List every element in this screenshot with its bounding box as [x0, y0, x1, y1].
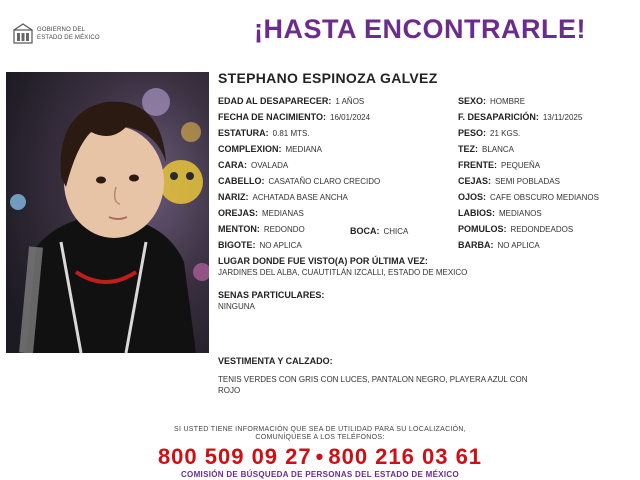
field-peso [458, 128, 520, 139]
person-name: STEPHANO ESPINOZA GALVEZ [218, 70, 438, 86]
field-cara [218, 160, 288, 171]
field-value: NO APLICA [497, 241, 540, 250]
gov-line-1: GOBIERNO DEL [37, 27, 86, 33]
field-value: MEDIANOS [499, 209, 542, 218]
field-label: MENTON: [218, 224, 260, 234]
field-nariz [218, 192, 348, 203]
last-seen-label: LUGAR DONDE FUE VISTO(A) POR ÚLTIMA VEZ: [218, 256, 428, 266]
field-value: REDONDEADOS [510, 225, 574, 234]
field-tez [458, 144, 514, 155]
field-label: F. DESAPARICIÓN: [458, 112, 539, 122]
field-value: MEDIANA [285, 145, 322, 154]
poster-headline: ¡HASTA ENCONTRARLE! [254, 14, 586, 44]
field-labios [458, 208, 542, 219]
field-label: BIGOTE: [218, 240, 256, 250]
field-estatura [218, 128, 310, 139]
field-value: BLANCA [482, 145, 515, 154]
field-label: CEJAS: [458, 176, 492, 186]
field-label: PESO: [458, 128, 487, 138]
field-menton [218, 224, 305, 235]
field-edad [218, 96, 364, 107]
field-pomulos [458, 224, 573, 235]
field-label: FECHA DE NACIMIENTO: [218, 112, 326, 122]
field-value: NO APLICA [259, 241, 302, 250]
field-cabello [218, 176, 380, 187]
commission-name: COMISIÓN DE BÚSQUEDA DE PERSONAS DEL ESTADO DE MÉXICO [180, 470, 459, 479]
field-value: ACHATADA BASE ANCHA [252, 193, 348, 202]
field-complexion [218, 144, 322, 155]
phone-numbers [0, 444, 640, 470]
field-value: 0.81 MTS. [272, 129, 310, 138]
field-label: BOCA: [350, 226, 380, 236]
clothing-value-line-1: TENIS VERDES CON GRIS CON LUCES, PANTALON NEGRO, PLAYERA AZUL CON [218, 375, 528, 384]
contact-note-line-1: SI USTED TIENE INFORMACIÓN QUE SEA DE UTILIDAD PARA SU LOCALIZACIÓN, [173, 426, 467, 433]
field-value: 1 AÑOS [335, 97, 365, 106]
state-seal-icon [12, 22, 34, 46]
gov-line-2: ESTADO DE MÉXICO [37, 35, 100, 41]
field-value: HOMBRE [490, 97, 526, 106]
field-value: SEMI POBLADAS [495, 177, 560, 186]
field-label: POMULOS: [458, 224, 507, 234]
field-label: SEXO: [458, 96, 487, 106]
field-value: 13/11/2025 [542, 113, 583, 122]
field-fecha-nacimiento [218, 112, 370, 123]
field-label: TEZ: [458, 144, 478, 154]
field-fecha-desaparicion [458, 112, 582, 123]
field-label: OJOS: [458, 192, 487, 202]
field-value: 21 KGS. [490, 129, 521, 138]
field-label: COMPLEXION: [218, 144, 282, 154]
field-label: EDAD AL DESAPARECER: [218, 96, 332, 106]
field-value: CHICA [383, 227, 409, 236]
field-bigote [218, 240, 302, 251]
field-value: 16/01/2024 [330, 113, 371, 122]
field-label: OREJAS: [218, 208, 259, 218]
field-value: CAFE OBSCURO MEDIANOS [490, 193, 599, 202]
field-value: PEQUEÑA [501, 161, 541, 170]
government-logo-text [37, 26, 100, 42]
distinguishing-marks-label: SENAS PARTICULARES: [218, 290, 325, 300]
phone-number-1[interactable]: 800 509 09 27 [157, 444, 312, 469]
field-orejas [218, 208, 304, 219]
contact-note-line-2: COMUNÍQUESE A LOS TELÉFONOS: [255, 434, 385, 441]
field-label: FRENTE: [458, 160, 497, 170]
field-label: LABIOS: [458, 208, 495, 218]
child-photo-illustration [6, 72, 209, 353]
field-value: REDONDO [263, 225, 305, 234]
field-frente [458, 160, 540, 171]
field-label: NARIZ: [218, 192, 249, 202]
field-label: CARA: [218, 160, 247, 170]
field-label: CABELLO: [218, 176, 265, 186]
last-seen-value: JARDINES DEL ALBA, CUAUTITLÁN IZCALLI, ESTADO DE MEXICO [218, 268, 468, 277]
field-sexo [458, 96, 525, 107]
government-logo [12, 22, 112, 46]
field-value: CASATAÑO CLARO CRECIDO [268, 177, 381, 186]
field-barba [458, 240, 540, 251]
clothing-value-line-2: ROJO [218, 386, 241, 395]
field-cejas [458, 176, 560, 187]
clothing-label: VESTIMENTA Y CALZADO: [218, 356, 333, 366]
field-label: ESTATURA: [218, 128, 269, 138]
phone-separator: • [315, 444, 325, 469]
field-value: MEDIANAS [262, 209, 304, 218]
field-value: OVALADA [251, 161, 289, 170]
field-label: BARBA: [458, 240, 494, 250]
distinguishing-marks-value: NINGUNA [218, 302, 255, 311]
field-boca [350, 226, 408, 237]
phone-number-2[interactable]: 800 216 03 61 [328, 444, 483, 469]
missing-person-photo [6, 72, 209, 353]
field-ojos [458, 192, 599, 203]
